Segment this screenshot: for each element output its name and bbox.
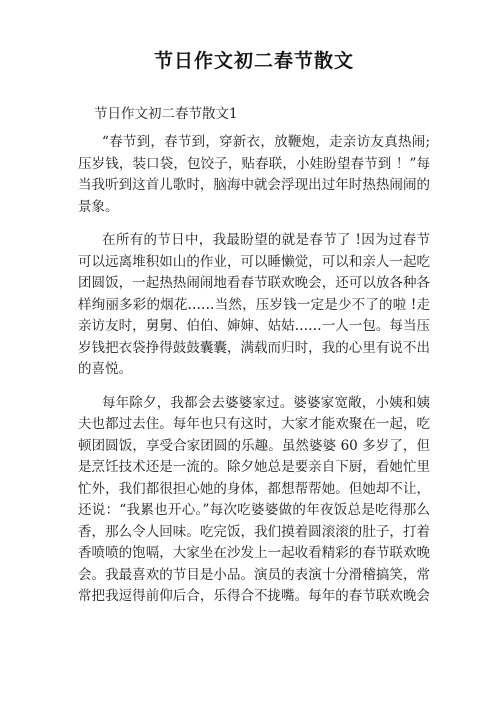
text-line: 当我听到这首儿歌时，脑海中就会浮现出过年时热热闹闹的 (78, 177, 430, 193)
text-line: 是烹饪技术还是一流的。除夕她总是要亲自下厨，看她忙里 (78, 459, 430, 475)
page-title: 节日作文初二春节散文 (153, 50, 354, 72)
text-line: 每年除夕，我都会去婆婆家过。婆婆家宽敞，小姨和姨 (102, 394, 430, 411)
text-line: 的喜悦。 (78, 361, 132, 377)
text-line: 忙外，我们都很担心她的身体，都想帮帮她。但她却不让， (78, 480, 430, 497)
text-line: 岁钱把衣袋挣得鼓鼓囊囊，满载而归时，我的心里有说不出 (78, 339, 430, 356)
text-line: 样绚丽多彩的烟花……当然，压岁钱一定是少不了的啦 !走 (78, 296, 430, 313)
paragraph-2 (78, 230, 430, 381)
text-line: 团圆饭，一起热热闹闹地看春节联欢晚会，还可以放各种各 (78, 275, 430, 291)
paragraph-3 (78, 393, 430, 608)
text-line: 顿团圆饭，享受合家团圆的乐趣。虽然婆婆 60 多岁了，但 (78, 437, 430, 454)
section-heading: 节日作文初二春节散文1 (94, 106, 238, 122)
text-line: 在所有的节日中，我最盼望的就是春节了 !因为过春节 (102, 232, 430, 248)
text-line: “春节到，春节到，穿新衣，放鞭炮，走亲访友真热闹; (102, 134, 430, 150)
text-line: 压岁钱，装口袋，包饺子，贴春联，小娃盼望春节到 ！”每 (78, 155, 430, 172)
text-line: 亲访友时，舅舅、伯伯、婶婶、姑姑……一人一包。每当压 (78, 318, 430, 334)
text-line: 景象。 (78, 198, 119, 215)
text-line: 香，那么令人回味。吃完饭，我们摸着圆滚滚的肚子，打着 (78, 523, 430, 540)
text-line: 夫也都过去住。每年也只有这时，大家才能欢聚在一起，吃 (78, 416, 430, 432)
text-line: 会。我最喜欢的节目是小品。演员的表演十分滑稽搞笑，常 (78, 566, 430, 583)
text-line: 常把我逗得前仰后合，乐得合不拢嘴。每年的春节联欢晚会 (78, 588, 430, 604)
text-line: 香喷喷的饱嗝，大家坐在沙发上一起收看精彩的春节联欢晚 (78, 545, 430, 561)
paragraph-1 (78, 132, 430, 218)
text-line: 还说：“我累也开心。”每次吃婆婆做的年夜饭总是吃得那么 (78, 502, 430, 518)
text-line: 可以远离堆积如山的作业，可以睡懒觉，可以和亲人一起吃 (78, 253, 430, 270)
